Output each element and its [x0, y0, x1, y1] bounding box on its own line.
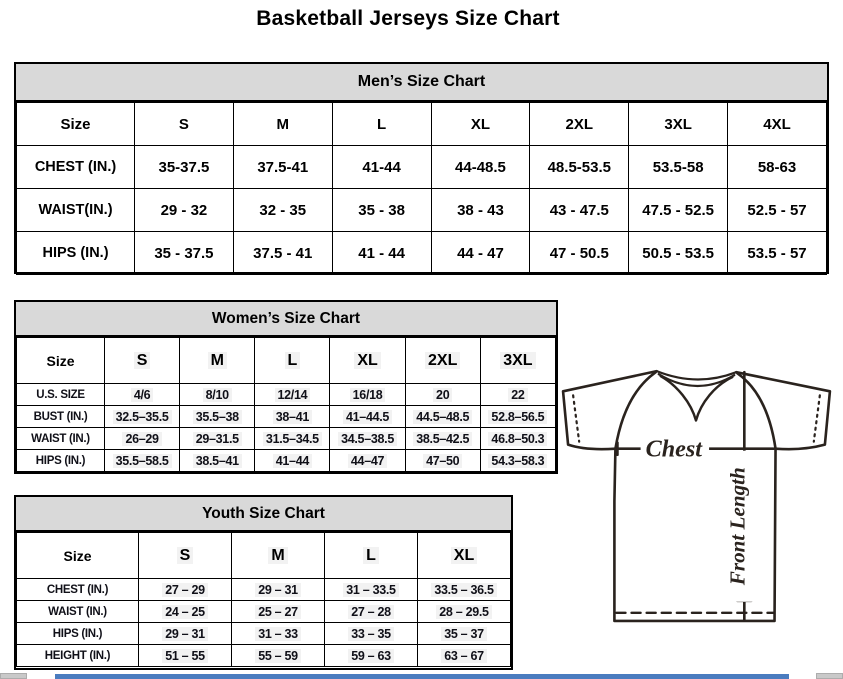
page-title: Basketball Jerseys Size Chart	[256, 7, 560, 30]
jersey-measurement-diagram	[556, 360, 841, 624]
youth-row-label-1: WAIST (IN.)	[17, 601, 139, 623]
womens-value-3-1	[180, 450, 255, 472]
cell-value: 2XL	[425, 352, 460, 369]
cell-value: 28 – 29.5	[436, 605, 491, 619]
womens-size-col-2xl	[405, 338, 480, 384]
mens-value-2-3: 44 - 47	[431, 232, 530, 275]
cell-value: 26–29	[122, 432, 161, 446]
womens-value-0-2	[255, 384, 330, 406]
youth-value-2-0	[139, 623, 232, 645]
front-length-label: Front Length	[725, 467, 750, 586]
mens-size-header-row	[17, 103, 827, 146]
womens-data-row-2	[17, 428, 556, 450]
youth-value-1-1	[232, 601, 325, 623]
cell-value: 24 – 25	[162, 605, 208, 619]
womens-value-2-3	[330, 428, 405, 450]
womens-data-row-3	[17, 450, 556, 472]
mens-value-0-5: 53.5-58	[629, 146, 728, 189]
mens-value-0-2: 41-44	[332, 146, 431, 189]
cell-value: 51 – 55	[162, 649, 208, 663]
womens-data-row-1	[17, 406, 556, 428]
youth-row-label-2: HIPS (IN.)	[17, 623, 139, 645]
youth-size-header-row	[17, 533, 511, 579]
cell-value: 41–44	[273, 454, 312, 468]
womens-value-3-0	[105, 450, 180, 472]
womens-value-0-5	[480, 384, 555, 406]
youth-value-2-1	[232, 623, 325, 645]
cell-value: 27 – 28	[348, 605, 394, 619]
mens-size-col-m: M	[233, 103, 332, 146]
cell-value: M	[208, 352, 227, 369]
womens-value-2-5	[480, 428, 555, 450]
mens-size-col-3xl: 3XL	[629, 103, 728, 146]
cell-value: 46.8–50.3	[488, 432, 547, 446]
cell-value: 63 – 67	[441, 649, 487, 663]
womens-row-label-3: HIPS (IN.)	[17, 450, 105, 472]
cell-value: 33.5 – 36.5	[431, 583, 496, 597]
horizontal-scrollbar[interactable]	[0, 673, 843, 679]
cell-value: 44–47	[348, 454, 387, 468]
mens-data-row-2	[17, 232, 827, 275]
cell-value: S	[177, 547, 194, 564]
womens-value-0-4	[405, 384, 480, 406]
mens-size-col-l: L	[332, 103, 431, 146]
chest-label: Chest	[645, 435, 703, 463]
cell-value: 29 – 31	[162, 627, 208, 641]
womens-size-chart	[14, 300, 558, 474]
cell-value: 12/14	[275, 388, 311, 402]
womens-value-3-5	[480, 450, 555, 472]
jersey-collar-v	[661, 376, 733, 420]
cell-value: 31 – 33	[255, 627, 301, 641]
mens-value-1-2: 35 - 38	[332, 189, 431, 232]
mens-value-0-4: 48.5-53.5	[530, 146, 629, 189]
womens-corner-label: Size	[17, 338, 105, 384]
mens-value-1-3: 38 - 43	[431, 189, 530, 232]
cell-value: L	[285, 352, 301, 369]
cell-value: L	[363, 547, 379, 564]
cell-value: 52.8–56.5	[488, 410, 547, 424]
womens-table	[16, 337, 556, 472]
womens-value-2-4	[405, 428, 480, 450]
cell-value: 59 – 63	[348, 649, 394, 663]
youth-row-label-3: HEIGHT (IN.)	[17, 645, 139, 667]
mens-value-2-1: 37.5 - 41	[233, 232, 332, 275]
youth-data-row-0	[17, 579, 511, 601]
cell-value: 27 – 29	[162, 583, 208, 597]
mens-value-2-2: 41 - 44	[332, 232, 431, 275]
cell-value: 35 – 37	[441, 627, 487, 641]
mens-size-col-4xl: 4XL	[728, 103, 827, 146]
cell-value: 31.5–34.5	[263, 432, 322, 446]
mens-value-0-0: 35-37.5	[135, 146, 234, 189]
youth-value-1-3	[418, 601, 511, 623]
mens-value-2-4: 47 - 50.5	[530, 232, 629, 275]
youth-value-3-2	[325, 645, 418, 667]
cell-value: 38–41	[273, 410, 312, 424]
cell-value: 20	[433, 388, 452, 402]
mens-row-label-2: HIPS (IN.)	[17, 232, 135, 275]
scrollbar-thumb[interactable]	[55, 674, 789, 679]
mens-value-2-5: 50.5 - 53.5	[629, 232, 728, 275]
womens-size-col-l	[255, 338, 330, 384]
womens-row-label-0: U.S. SIZE	[17, 384, 105, 406]
womens-value-1-4	[405, 406, 480, 428]
youth-chart-title: Youth Size Chart	[16, 497, 511, 532]
cell-value: 41–44.5	[343, 410, 392, 424]
youth-value-2-2	[325, 623, 418, 645]
mens-value-0-1: 37.5-41	[233, 146, 332, 189]
cell-value: S	[134, 352, 151, 369]
womens-size-col-s	[105, 338, 180, 384]
cell-value: 16/18	[350, 388, 386, 402]
mens-size-col-s: S	[135, 103, 234, 146]
youth-size-col-s	[139, 533, 232, 579]
cell-value: 3XL	[500, 352, 535, 369]
womens-value-0-1	[180, 384, 255, 406]
womens-value-0-0	[105, 384, 180, 406]
mens-value-1-1: 32 - 35	[233, 189, 332, 232]
youth-value-0-0	[139, 579, 232, 601]
cell-value: 4/6	[131, 388, 153, 402]
cell-value: 8/10	[203, 388, 232, 402]
mens-table	[16, 102, 827, 275]
mens-value-0-6: 58-63	[728, 146, 827, 189]
youth-corner-label: Size	[17, 533, 139, 579]
youth-value-1-0	[139, 601, 232, 623]
cell-value: XL	[354, 352, 380, 369]
cell-value: 25 – 27	[255, 605, 301, 619]
mens-row-label-1: WAIST(IN.)	[17, 189, 135, 232]
womens-size-col-xl	[330, 338, 405, 384]
youth-size-chart	[14, 495, 513, 670]
youth-size-col-m	[232, 533, 325, 579]
cell-value: 29 – 31	[255, 583, 301, 597]
cell-value: M	[268, 547, 287, 564]
womens-size-col-3xl	[480, 338, 555, 384]
womens-data-row-0	[17, 384, 556, 406]
cell-value: 54.3–58.3	[488, 454, 547, 468]
mens-corner-label: Size	[17, 103, 135, 146]
jersey-outline	[563, 371, 830, 621]
womens-value-3-4	[405, 450, 480, 472]
womens-value-2-0	[105, 428, 180, 450]
mens-size-col-xl: XL	[431, 103, 530, 146]
womens-value-1-3	[330, 406, 405, 428]
mens-value-2-6: 53.5 - 57	[728, 232, 827, 275]
womens-chart-title: Women’s Size Chart	[16, 302, 556, 337]
youth-size-col-l	[325, 533, 418, 579]
cell-value: 35.5–58.5	[113, 454, 172, 468]
youth-data-row-3	[17, 645, 511, 667]
youth-data-row-1	[17, 601, 511, 623]
mens-size-col-2xl: 2XL	[530, 103, 629, 146]
womens-value-2-1	[180, 428, 255, 450]
womens-value-2-2	[255, 428, 330, 450]
youth-size-col-xl	[418, 533, 511, 579]
womens-value-3-2	[255, 450, 330, 472]
womens-size-col-m	[180, 338, 255, 384]
womens-value-1-2	[255, 406, 330, 428]
cell-value: 55 – 59	[255, 649, 301, 663]
youth-value-3-3	[418, 645, 511, 667]
mens-value-1-4: 43 - 47.5	[530, 189, 629, 232]
womens-row-label-2: WAIST (IN.)	[17, 428, 105, 450]
cell-value: 31 – 33.5	[343, 583, 398, 597]
womens-value-1-0	[105, 406, 180, 428]
scroll-right-button[interactable]	[816, 673, 843, 679]
womens-value-3-3	[330, 450, 405, 472]
cell-value: 47–50	[423, 454, 462, 468]
youth-data-row-2	[17, 623, 511, 645]
womens-value-1-5	[480, 406, 555, 428]
mens-value-1-6: 52.5 - 57	[728, 189, 827, 232]
mens-size-chart	[14, 62, 829, 274]
youth-value-0-2	[325, 579, 418, 601]
youth-value-3-1	[232, 645, 325, 667]
womens-value-0-3	[330, 384, 405, 406]
cell-value: 34.5–38.5	[338, 432, 397, 446]
jersey-left-cuff-stitch	[573, 395, 579, 441]
cell-value: 38.5–41	[193, 454, 242, 468]
youth-value-0-1	[232, 579, 325, 601]
cell-value: 44.5–48.5	[413, 410, 472, 424]
youth-value-3-0	[139, 645, 232, 667]
mens-chart-title: Men’s Size Chart	[16, 64, 827, 102]
scroll-left-button[interactable]	[0, 673, 27, 679]
mens-row-label-0: CHEST (IN.)	[17, 146, 135, 189]
mens-value-2-0: 35 - 37.5	[135, 232, 234, 275]
cell-value: 33 – 35	[348, 627, 394, 641]
youth-value-0-3	[418, 579, 511, 601]
youth-row-label-0: CHEST (IN.)	[17, 579, 139, 601]
mens-value-0-3: 44-48.5	[431, 146, 530, 189]
mens-data-row-0	[17, 146, 827, 189]
cell-value: XL	[451, 547, 477, 564]
womens-value-1-1	[180, 406, 255, 428]
mens-data-row-1	[17, 189, 827, 232]
cell-value: 22	[508, 388, 527, 402]
womens-size-header-row	[17, 338, 556, 384]
jersey-right-cuff-stitch	[814, 395, 820, 441]
youth-value-1-2	[325, 601, 418, 623]
youth-table	[16, 532, 511, 667]
womens-row-label-1: BUST (IN.)	[17, 406, 105, 428]
cell-value: 38.5–42.5	[413, 432, 472, 446]
youth-value-2-3	[418, 623, 511, 645]
mens-value-1-0: 29 - 32	[135, 189, 234, 232]
cell-value: 32.5–35.5	[113, 410, 172, 424]
cell-value: 29–31.5	[193, 432, 242, 446]
mens-value-1-5: 47.5 - 52.5	[629, 189, 728, 232]
cell-value: 35.5–38	[193, 410, 242, 424]
